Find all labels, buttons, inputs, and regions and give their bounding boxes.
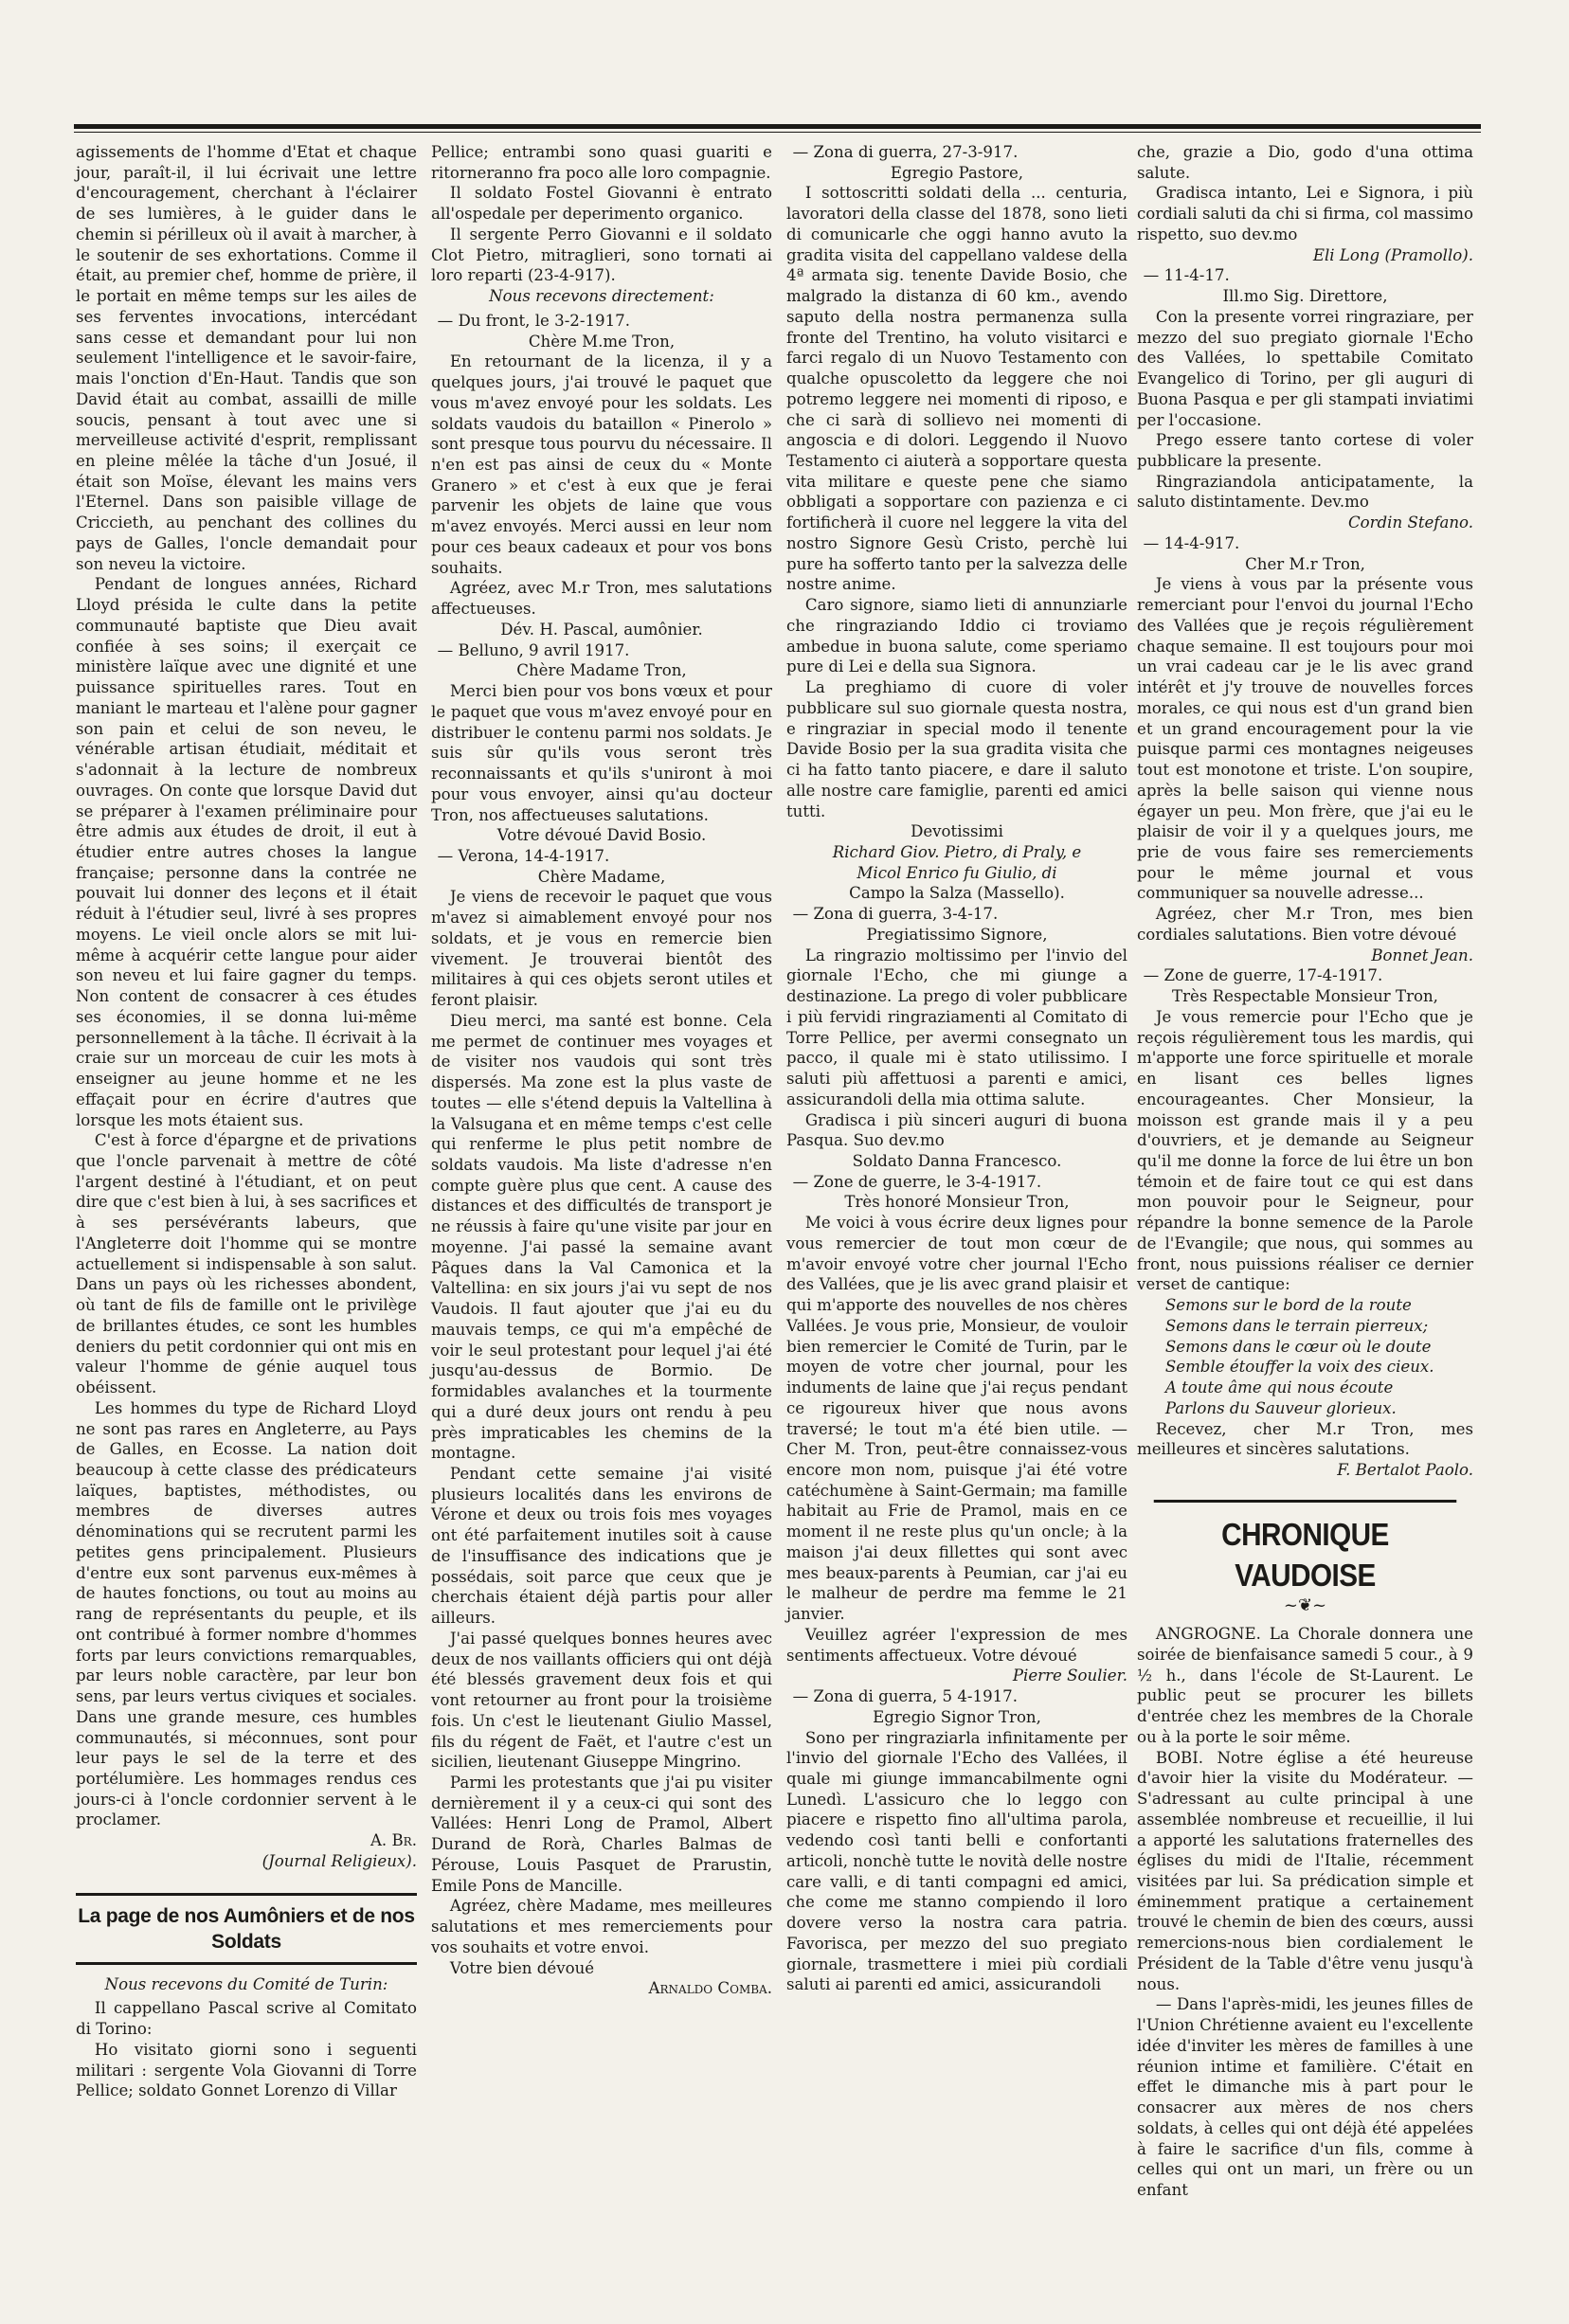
letter-body: Veuillez agréer l'expression de mes sentiments affectueux. Votre dévoué bbox=[786, 1625, 1127, 1665]
letter-salutation: Cher M.r Tron, bbox=[1245, 554, 1365, 573]
column-3 bbox=[786, 142, 1127, 1995]
letter-header: — Du front, le 3-2-1917. bbox=[437, 311, 630, 330]
paragraph: — Dans l'après-midi, les jeunes filles de l'Union Chrétienne avaient eu l'excellente idée d'inviter les mères de familles à une réunion intime et familière. C'était en effet le dimanche mis à part pour le consacrer aux mères de nos chers soldats, à celles qui ont déjà été appelées à faire le sacrifice d'un fils, comme à celles qui ont un mari, un frère ou un enfant bbox=[1137, 1995, 1473, 2199]
paragraph: Il cappellano Pascal scrive al Comitato di Torino: bbox=[76, 1999, 417, 2039]
header-rule bbox=[74, 124, 1481, 133]
letter-body: En retournant de la licenza, il y a quelques jours, j'ai trouvé le paquet que vous m'avez envoyé pour les soldats. Les soldats vaudois du bataillon « Pinerolo » sont presque tous pourvu du nécessaire. Il n'en est pas ainsi de ceux du « Monte Granero » et c'est à eux que je ferai parvenir les objets de laine que vous m'avez envoyés. Merci aussi en leur nom pour ces beaux cadeaux et pour vos bons souhaits. bbox=[431, 352, 772, 577]
poem-line: Parlons du Sauveur glorieux. bbox=[1164, 1398, 1397, 1417]
paragraph: che, grazie a Dio, godo d'una ottima salute. bbox=[1137, 143, 1473, 182]
letter-header: — Zona di guerra, 27-3-917. bbox=[792, 143, 1019, 161]
paragraph: Pendant de longues années, Richard Lloyd présida le culte dans la petite communauté baptiste que Dieu avait confiée à ses soins; il exerçait ce ministère laïque avec une dignité et une puissance spirituelles rares. Tout en maniant le marteau et l'alène pour gagner son pain et celui de son neveu, le vénérable artisan étudiait, méditait et s'adonnait à la lecture de nombreux ouvrages. On conte que lorsque David dut se préparer à l'examen préliminaire pour être admis aux études de droit, il eut à étudier entre autres choses la langue française; personne dans la contrée ne pouvait lui donner des leçons et il était réduit à l'étudier seul, livré à ses propres moyens. Le vieil oncle alors se mit lui-même à acquérir cette langue pour aider son neveu et lui faire gagner du temps. Non content de consacrer à ces études ses économies, il se donna lui-même personnellement à la tâche. Il écrivait à la craie sur un morceau de cuir les mots à enseigner au jeune homme et ne les effaçait pour en écrire d'autres que lorsque les mots étaient sus. bbox=[76, 575, 417, 1129]
letter-body: Votre bien dévoué bbox=[449, 1958, 595, 1977]
poem-line: A toute âme qui nous écoute bbox=[1164, 1378, 1394, 1397]
letter-signature: Eli Long (Pramollo). bbox=[1312, 245, 1473, 264]
letter-body: La ringrazio moltissimo per l'invio del giornale l'Echo, che mi giunge a destinazione. La prego di voler pubblicare i più fervidi ringraziamenti al Comitato di Torre Pellice, per avermi consegnato un pacco, il quale mi è stato utilissimo. I saluti più affettuosi a parenti e amici, assicurandoli della mia ottima salute. bbox=[786, 946, 1127, 1108]
letter-body: Agréez, cher M.r Tron, mes bien cordiales salutations. Bien votre dévoué bbox=[1137, 905, 1473, 944]
column-2 bbox=[431, 142, 772, 1999]
column-1 bbox=[76, 142, 417, 2101]
letter-signature: Votre dévoué David Bosio. bbox=[496, 826, 707, 845]
letter-body: La preghiamo di cuore di voler pubblicare sul suo giornale questa nostra, e ringraziar in special modo il tenente Davide Bosio per la sua gradita visita che ci ha fatto tanto piacere, e dare il saluto alle nostre care famiglie, parenti ed amici tutti. bbox=[786, 678, 1127, 820]
letter-body: Me voici à vous écrire deux lignes pour vous remercier de tout mon cœur de m'avoir envoyé votre cher journal l'Echo des Vallées, que je lis avec grand plaisir et qui m'apporte des nouvelles de nos chères Vallées. Je vous prie, Monsieur, de vouloir bien remercier le Comité de Turin, par le moyen de votre cher journal, pour les induments de laine que j'ai reçus pendant ce rigoureux hiver que nous avons traversé; le tout m'a été bien utile. — Cher M. Tron, peut-être connaissez-vous encore mon nom, puisque j'ai été votre catéchumène à Saint-Germain; ma famille habitait au Frie de Pramol, mais en ce moment il ne reste plus qu'un oncle; à la maison j'ai deux fillettes qui sont avec mes beaux-parents à Peumian, car j'ai eu le malheur de perdre ma femme le 21 janvier. bbox=[786, 1214, 1127, 1624]
letter-body: Je viens à vous par la présente vous remerciant pour l'envoi du journal l'Echo des Vallées que je reçois régulièrement chaque semaine. Il est toujours pour moi un vrai cadeau car je le lis avec grand intérêt et j'y trouve de nouvelles forces morales, ce qui nous est d'un grand bien et un grand encouragement pour la vie puisque parmi ces montagnes neigeuses tout est monotone et triste. L'on soupire, après la belle saison qui vienne nous égayer un peu. Mon frère, que j'ai eu le plaisir de voir il y a quelques jours, me prie de vous faire ses remerciements pour le même journal et vous communiquer sa nouvelle adresse... bbox=[1137, 575, 1473, 903]
paragraph: agissements de l'homme d'Etat et chaque jour, paraît-il, il lui écrivait une lettre d'encouragement, cherchant à l'éclairer de ses lumières, à le guider dans le chemin si périlleux où il avait à marcher, à le soutenir de ses exhortations. Comme il était, au premier chef, homme de prière, il le portait en même temps sur les ailes de ses ferventes invocations, intercédant sans cesse et demandant pour lui non seulement l'intelligence et le savoir-faire, mais l'onction d'En-Haut. Tandis que son David était au combat, assailli de mille soucis, pensant à tout avec une si merveilleuse activité d'esprit, remplissant en pleine mêlée la tâche d'un Josué, il était son Moïse, élevant les mains vers l'Eternel. Dans son paisible village de Criccieth, au penchant des collines du pays de Galles, l'oncle demandait pour son neveu la victoire. bbox=[76, 143, 417, 573]
letter-header: — Zona di guerra, 3-4-17. bbox=[792, 905, 999, 924]
letter-body: Agréez, chère Madame, mes meilleures salutations et mes remerciements pour vos souhaits et votre envoi. bbox=[431, 1897, 772, 1956]
section-title: La page de nos Aumôniers et de nos Soldats bbox=[76, 1893, 417, 1965]
paragraph: Ho visitato giorni sono i seguenti militari : sergente Vola Giovanni di Torre Pellice; soldato Gonnet Lorenzo di Villar bbox=[76, 2040, 417, 2100]
poem-line: Semons dans le cœur où le doute bbox=[1164, 1337, 1432, 1356]
letter-body: Ringraziandola anticipatamente, la saluto distintamente. Dev.mo bbox=[1137, 472, 1473, 512]
letter-salutation: Chère Madame Tron, bbox=[516, 661, 687, 680]
letter-signature: Richard Giov. Pietro, di Praly, e bbox=[832, 842, 1082, 861]
letter-body: Prego essere tanto cortese di voler pubblicare la presente. bbox=[1137, 431, 1473, 471]
letter-body: Agréez, avec M.r Tron, mes salutations affectueuses. bbox=[431, 579, 772, 619]
letter-header: — 11-4-17. bbox=[1143, 266, 1230, 285]
letter-salutation: Chère M.me Tron, bbox=[528, 332, 676, 351]
ornament-icon: ~❦~ bbox=[1283, 1595, 1327, 1616]
paragraph: Il sergente Perro Giovanni e il soldato Clot Pietro, mitraglieri, sono tornati ai loro reparti (23-4-917). bbox=[431, 225, 772, 285]
letter-header: — Zone de guerre, 17-4-1917. bbox=[1143, 966, 1383, 985]
letter-body: Sono per ringraziarla infinitamente per l'invio del giornale l'Echo des Vallées, il quale mi giunge immancabilmente ogni Lunedì. L'assicuro che lo leggo con piacere e rispetto fino all'ultima parola, vedendo così tanti belli e confortanti articoli, nonchè tutte le novità delle nostre care valli, e di tanti compagni ed amici, che come me stanno compiendo il loro dovere verso la nostra cara patria. Favorisca, per mezzo del suo pregiato giornale, trasmettere i miei più cordiali saluti ai parenti ed amici, assicurandoli bbox=[786, 1728, 1127, 1994]
letter-salutation: Egregio Signor Tron, bbox=[873, 1707, 1041, 1726]
paragraph: BOBI. Notre église a été heureuse d'avoir hier la visite du Modérateur. — S'adressant au culte principal à une assemblée nombreuse et recueillie, il lui a apporté les salutations fraternelles des églises du midi de l'Italie, récemment visitées par lui. Sa prédication simple et éminemment pratique a certainement trouvé le chemin de bien des cœurs, aussi remercions-nous bien cordialement le Président de la Table d'être venu jusqu'à nous. bbox=[1137, 1748, 1473, 1993]
letter-salutation: Chère Madame, bbox=[537, 867, 666, 886]
paragraph: Les hommes du type de Richard Lloyd ne sont pas rares en Angleterre, au Pays de Galles, en Ecosse. La nation doit beaucoup à cette classe des prédicateurs laïques, baptistes, méthodistes, ou membres de diverses autres dénominations qui se recrutent parmi les petites gens principalement. Plusieurs d'entre eux sont parvenus eux-mêmes à de hautes fonctions, ou tout au moins au rang de représentants du peuple, et ils ont contribué à former nombre d'hommes forts par leurs convictions remarquables, par leurs noble caractère, par leur bon sens, par leurs vertus civiques et sociales. Dans une grande mesure, ces humbles communautés, si méconnues, sont pour leur pays le sel de la terre et des portélumière. Les hommages rendus ces jours-ci à l'oncle cordonnier servent à le proclamer. bbox=[76, 1398, 417, 1829]
letter-signature: Arnaldo Comba. bbox=[648, 1979, 772, 1998]
letter-body: Merci bien pour vos bons vœux et pour le paquet que vous m'avez envoyé pour en distribuer le contenu parmi nos soldats. Je suis sûr qu'ils vous seront très reconnaissants et qu'ils s'uniront à moi pour vous envoyer, ainsi qu'au docteur Tron, nos affectueuses salutations. bbox=[431, 682, 772, 824]
paragraph: Gradisca intanto, Lei e Signora, i più cordiali saluti da chi si firma, col massimo rispetto, suo dev.mo bbox=[1137, 184, 1473, 243]
letter-body: Je viens de recevoir le paquet que vous m'avez si aimablement envoyé pour nos soldats, et je vous en remercie bien vivement. Je trouverai bientôt des militaires à qui ces objets seront utiles et feront plaisir. bbox=[431, 888, 772, 1010]
column-4 bbox=[1137, 142, 1473, 2201]
letter-body: Con la presente vorrei ringraziare, per mezzo del suo pregiato giornale l'Echo des Vallées, lo spettabile Comitato Evangelico di Torino, per gli auguri di Buona Pasqua e per gli stampati inviatimi per l'occasione. bbox=[1137, 307, 1473, 429]
letter-header: — Zone de guerre, le 3-4-1917. bbox=[792, 1172, 1042, 1191]
letter-signature: F. Bertalot Paolo. bbox=[1337, 1461, 1473, 1479]
article-source: (Journal Religieux). bbox=[262, 1851, 417, 1870]
letter-salutation: Egregio Pastore, bbox=[890, 163, 1024, 182]
paragraph: Il soldato Fostel Giovanni è entrato all'ospedale per deperimento organico. bbox=[431, 184, 772, 224]
chronique-title: CHRONIQUE VAUDOISE bbox=[1154, 1500, 1457, 1595]
letter-salutation: Pregiatissimo Signore, bbox=[866, 925, 1048, 944]
poem-line: Semons sur le bord de la route bbox=[1164, 1296, 1412, 1315]
poem-line: Semons dans le terrain pierreux; bbox=[1164, 1316, 1429, 1335]
letter-signature: Dév. H. Pascal, aumônier. bbox=[500, 620, 703, 639]
letter-salutation: Ill.mo Sig. Direttore, bbox=[1222, 287, 1388, 306]
letter-closing: Devotissimi bbox=[911, 822, 1003, 841]
letter-body: I sottoscritti soldati della ... centuria, lavoratori della classe del 1878, sono lieti di comunicarle che oggi hanno avuto la gradita visita del cappellano valdese della 4ª armata sig. tenente Davide Bosio, che malgrado la distanza di 60 km., avendo saputo della nostra permanenza sulla fronte del Trentino, ha voluto visitarci e farci regalo di un Nuovo Testamento con qualche opuscoletto da leggere che noi potremo leggere nei momenti di riposo, e che ci sarà di sollievo nei momenti di angoscia e di dolori. Leggendo il Nuovo Testamento ci aiuterà a sopportare questa vita militare e queste pene che siamo obbligati a sopportare con pazienza e ci fortificherà il cuore nel leggere la vita del nostro Signore Gesù Cristo, perchè lui pure ha sofferto tanto per la salvezza delle nostre anime. bbox=[786, 184, 1127, 594]
letter-body: J'ai passé quelques bonnes heures avec deux de nos vaillants officiers qui ont déjà été blessés gravement deux fois et qui vont retourner au front pour la troisième fois. Un c'est le lieutenant Giulio Massel, fils du régent de Faët, et l'autre c'est un sicilien, lieutenant Giuseppe Mingrino. bbox=[431, 1629, 772, 1772]
letter-header: — Belluno, 9 avril 1917. bbox=[437, 640, 630, 659]
letter-body: Parmi les protestants que j'ai pu visiter dernièrement il y a ceux-ci qui sont des Vallées: Henri Long de Pramol, Albert Durand de Rorà, Charles Balmas de Pérouse, Louis Pasquet de Prarustin, Emile Pons de Mancille. bbox=[431, 1774, 772, 1895]
comite-heading: Nous recevons du Comité de Turin: bbox=[104, 1974, 388, 1993]
letter-header: — 14-4-917. bbox=[1143, 533, 1240, 552]
article-signature: A. Br. bbox=[370, 1831, 417, 1850]
poem-line: Semble étouffer la voix des cieux. bbox=[1164, 1358, 1434, 1377]
letter-header: — Verona, 14-4-1917. bbox=[437, 846, 610, 865]
letter-signature: Soldato Danna Francesco. bbox=[852, 1151, 1062, 1170]
letter-body: Recevez, cher M.r Tron, mes meilleures et sincères salutations. bbox=[1137, 1419, 1473, 1459]
letter-salutation: Très honoré Monsieur Tron, bbox=[844, 1193, 1070, 1212]
letter-body: Caro signore, siamo lieti di annunziarle che ringraziando Iddio ci troviamo ambedue in buona salute, come speriamo pure di Lei e della sua Signora. bbox=[786, 596, 1127, 676]
paragraph: C'est à force d'épargne et de privations que l'oncle parvenait à mettre de côté l'argent destiné à l'étudiant, et on peut dire que c'est bien à lui, à ses sacrifices et à ses persévérants labeurs, que l'Angleterre doit l'homme qui se montre actuellement si indispensable à son salut. Dans un pays où les richesses abondent, où tant de fils de famille ont le privilège de brillantes études, ce sont les humbles deniers du petit cordonnier qui ont mis en valeur l'homme de génie auquel tous obéissent. bbox=[76, 1131, 417, 1397]
direct-heading: Nous recevons directement: bbox=[489, 287, 714, 306]
letter-salutation: Très Respectable Monsieur Tron, bbox=[1172, 987, 1438, 1006]
paragraph: Pellice; entrambi sono quasi guariti e ritorneranno fra poco alle loro compagnie. bbox=[431, 143, 772, 182]
letter-body: Je vous remercie pour l'Echo que je reçois régulièrement tous les mardis, qui m'apporte une force spirituelle et morale en lisant ces belles lignes encourageantes. Cher Monsieur, la moisson est grande mais il y a peu d'ouvriers, et je demande au Seigneur qu'il me donne la force de lui être un bon témoin et de faire tout ce qui est dans mon pouvoir pour le Seigneur, pour répandre la bonne semence de la Parole de l'Evangile; que nous, qui sommes au front, nous puissions réaliser ce dernier verset de cantique: bbox=[1137, 1007, 1473, 1294]
letter-body: Pendant cette semaine j'ai visité plusieurs localités dans les environs de Vérone et deux ou trois fois mes voyages ont été parfaitement inutiles soit à cause de l'insuffisance des indications que je possédais, soit parce que ceux que je cherchais étaient déjà partis pour aller ailleurs. bbox=[431, 1465, 772, 1628]
letter-body: Dieu merci, ma santé est bonne. Cela me permet de continuer mes voyages et de visiter nos vaudois qui sont très dispersés. Ma zone est la plus vaste de toutes — elle s'étend depuis la Valtellina à la Valsugana et en même temps c'est celle qui renferme le plus petit nombre de soldats vaudois. Ma liste d'adresse n'en compte guère plus que cent. A cause des distances et des difficultés de transport je ne réussis à faire qu'une visite par jour en moyenne. J'ai passé la semaine avant Pâques dans la Val Camonica et la Valtellina: en six jours j'ai vu sept de nos Vaudois. Il faut ajouter que j'ai eu du mauvais temps, ce qui m'a empêché de voir le seul protestant pour lequel j'ai été jusqu'au-dessus de Bormio. De formidables avalanches et la tourmente qui a duré deux jours ont rendu à peu près impraticables les chemins de la montagne. bbox=[431, 1011, 772, 1463]
letter-signature: Pierre Soulier. bbox=[1012, 1666, 1127, 1685]
letter-body: Gradisca i più sinceri auguri di buona Pasqua. Suo dev.mo bbox=[786, 1110, 1127, 1150]
letter-signature: Campo la Salza (Massello). bbox=[849, 884, 1065, 903]
letter-signature: Cordin Stefano. bbox=[1347, 513, 1473, 532]
letter-header: — Zona di guerra, 5 4-1917. bbox=[792, 1687, 1019, 1706]
letter-signature: Bonnet Jean. bbox=[1371, 946, 1473, 964]
letter-signature: Micol Enrico fu Giulio, di bbox=[857, 863, 1057, 882]
paragraph: ANGROGNE. La Chorale donnera une soirée de bienfaisance samedi 5 cour., à 9 ½ h., dans l'école de St-Laurent. Le public peut se procurer les billets d'entrée chez les membres de la Chorale ou à la porte le soir même. bbox=[1137, 1625, 1473, 1746]
